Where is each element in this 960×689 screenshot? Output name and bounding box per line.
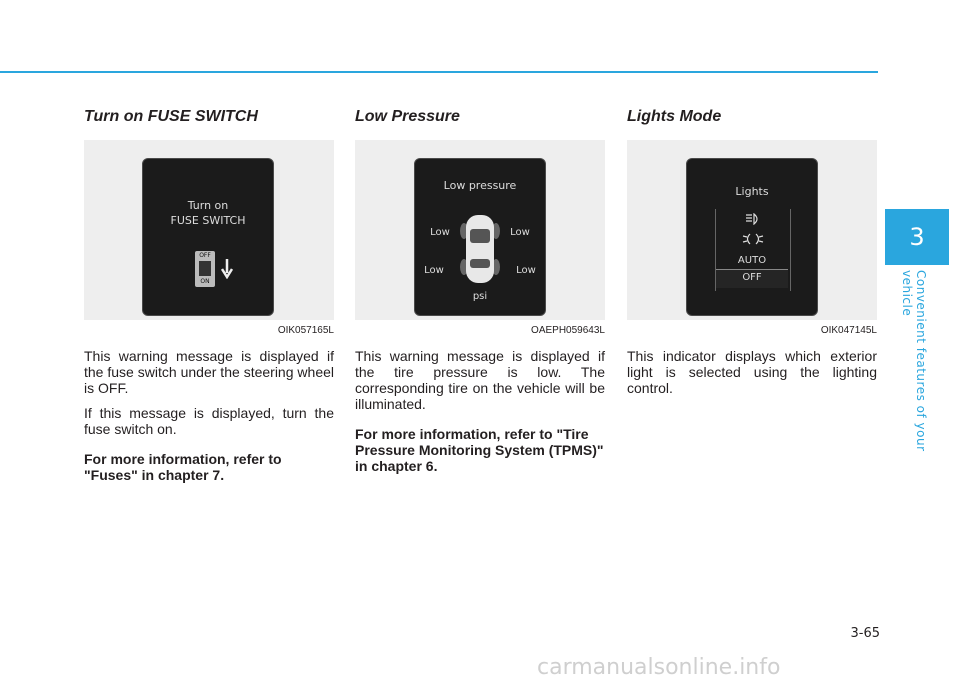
high-beam-icon — [745, 213, 761, 225]
tire-rear-left: Low — [424, 265, 444, 276]
display-title: Low pressure — [443, 179, 517, 192]
car-top-view-icon — [460, 213, 500, 285]
page-number: 3-65 — [850, 626, 880, 641]
pressure-unit: psi — [472, 291, 488, 302]
switch-on-label: ON — [200, 278, 210, 285]
tire-front-right: Low — [510, 227, 530, 238]
parking-light-icon — [742, 233, 764, 245]
display-line1: Turn on — [187, 199, 229, 212]
figure-code: OIK057165L — [277, 325, 334, 336]
watermark: carmanualsonline.info — [537, 655, 781, 680]
cluster-display — [686, 158, 818, 316]
section-low-pressure — [355, 108, 605, 474]
arrow-down-icon — [221, 259, 233, 279]
chapter-title: Convenient features of your vehicle — [900, 270, 928, 452]
figure-low-pressure — [355, 140, 605, 320]
fuse-switch-icon — [195, 251, 215, 287]
section-fuse-switch — [84, 108, 334, 483]
reference-note: For more information, refer to "Tire Pressure Monitoring System (TPMS)" in chapter 6. — [355, 426, 604, 474]
cluster-display — [414, 158, 546, 316]
section-heading: Lights Mode — [627, 108, 722, 125]
auto-option: AUTO — [737, 255, 767, 266]
body-paragraph: This warning message is displayed if the fuse switch under the steering wheel is OFF. — [84, 348, 334, 396]
switch-off-label: OFF — [199, 252, 211, 259]
tire-rear-right: Low — [516, 265, 536, 276]
figure-code: OIK047145L — [820, 325, 877, 336]
display-line2: FUSE SWITCH — [170, 214, 246, 227]
section-heading: Turn on FUSE SWITCH — [84, 108, 258, 125]
section-lights-mode — [627, 108, 877, 396]
section-heading: Low Pressure — [355, 108, 460, 125]
display-title: Lights — [735, 185, 769, 198]
figure-code: OAEPH059643L — [531, 325, 605, 336]
chapter-number: 3 — [909, 223, 925, 251]
figure-fuse-switch — [84, 140, 334, 320]
body-paragraph: This indicator displays which exterior light is selected using the lighting control. — [627, 348, 877, 396]
switch-lever — [199, 261, 211, 276]
chapter-tab — [885, 209, 949, 265]
figure-lights-mode — [627, 140, 877, 320]
reference-note: For more information, refer to "Fuses" in chapter 7. — [84, 451, 282, 483]
body-paragraph: If this message is displayed, turn the fuse switch on. — [84, 405, 334, 437]
cluster-display — [142, 158, 274, 316]
body-paragraph: This warning message is displayed if the tire pressure is low. The corresponding tire on the vehicle will be illuminated. — [355, 348, 605, 412]
top-rule — [0, 71, 878, 73]
tire-front-left: Low — [430, 227, 450, 238]
off-option: OFF — [742, 272, 762, 283]
